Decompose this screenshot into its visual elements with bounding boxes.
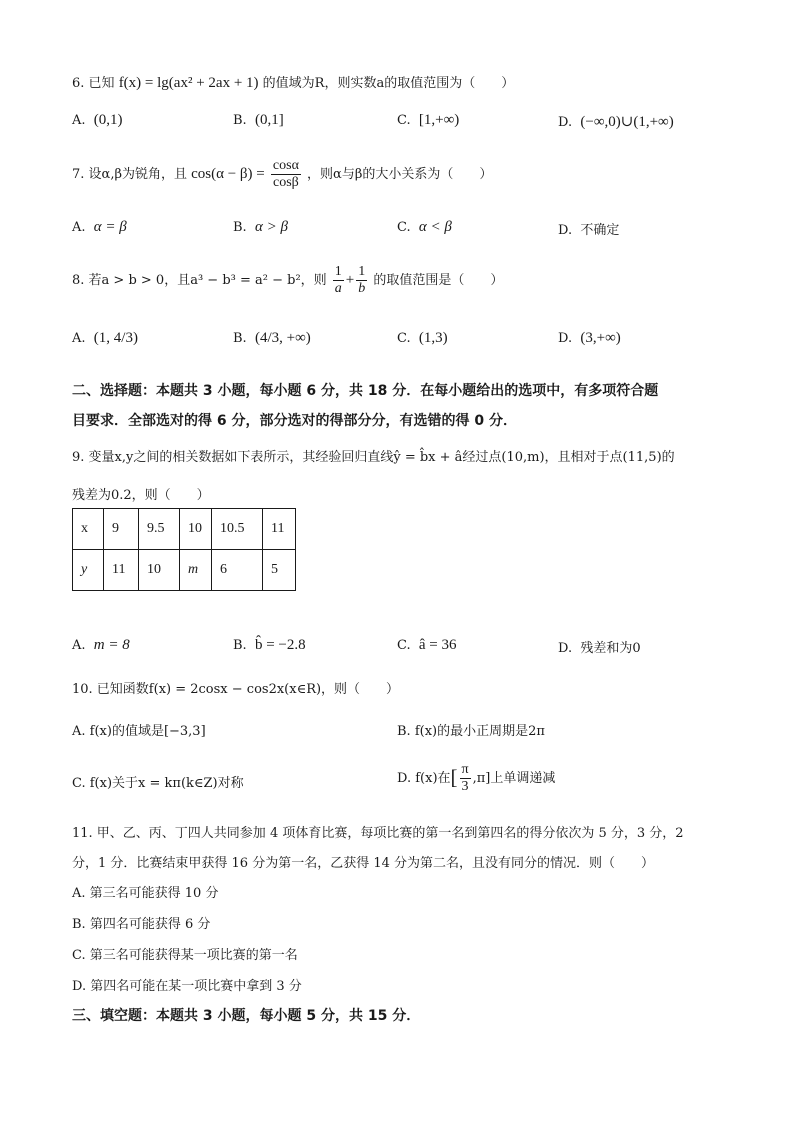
- q8-option-a[interactable]: A. (1, 4/3): [72, 330, 138, 346]
- q6-function: f(x) = lg(ax² + 2ax + 1): [118, 75, 259, 91]
- table-cell: 10: [139, 550, 180, 591]
- q9-option-d[interactable]: D. 残差和为0: [558, 641, 641, 656]
- q7-fraction: $\frac{\cos\alpha}{\cos\beta}$: [272, 158, 299, 190]
- q8-stem: 8. 若a > b > 0，且a³ − b³ = a² − b²，则 $\frac{1}{a}$ + $\frac{1}{b}$ 的取值范围是（ ）: [72, 264, 504, 296]
- q6-option-d[interactable]: D. (−∞,0)∪(1,+∞): [558, 114, 674, 130]
- table-cell: 9: [104, 509, 139, 550]
- q6-stem: 6. 已知 f(x) = lg(ax² + 2ax + 1) 的值域为R，则实数a的取值范围为（ ）: [72, 75, 515, 91]
- table-cell: m: [180, 550, 212, 591]
- table-cell: 9.5: [139, 509, 180, 550]
- q7-stem: 7. 设α,β为锐角，且 cos(α − β) = $\frac{\cos\alpha}{\cos\beta}$ ，则α与β的大小关系为（ ）: [72, 158, 493, 190]
- q8-option-d[interactable]: D. (3,+∞): [558, 330, 621, 346]
- table-cell: 11: [104, 550, 139, 591]
- table-cell: y: [73, 550, 104, 591]
- q11-stem-cont: 分，1 分．比赛结束甲获得 16 分为第一名，乙获得 14 分为第二名，且没有同分的情况．则（ ）: [72, 856, 655, 871]
- section-3-heading: 三、填空题：本题共 3 小题，每小题 5 分，共 15 分．: [72, 1008, 421, 1024]
- q11-option-d[interactable]: D. 第四名可能在某一项比赛中拿到 3 分: [72, 979, 302, 994]
- q8-fraction-1b: $\frac{1}{b}$: [358, 264, 366, 296]
- q11-stem: 11. 甲、乙、丙、丁四人共同参加 4 项体育比赛，每项比赛的第一名到第四名的得分依次为 5 分，3 分，2: [72, 826, 684, 841]
- q6-option-a[interactable]: A. (0,1): [72, 112, 123, 128]
- q6-option-c[interactable]: C. [1,+∞): [397, 112, 460, 128]
- q9-stem: 9. 变量x,y之间的相关数据如下表所示，其经验回归直线ŷ = b̂x + â经过点(10,m)，且相对于点(11,5)的: [72, 450, 675, 465]
- table-cell: 10: [180, 509, 212, 550]
- q6-option-b[interactable]: B. (0,1]: [233, 112, 284, 128]
- q10-option-c[interactable]: C. f(x)关于x = kπ(k∈Z)对称: [72, 776, 244, 791]
- table-cell: 10.5: [212, 509, 263, 550]
- q7-option-d[interactable]: D. 不确定: [558, 223, 620, 238]
- table-cell: 11: [263, 509, 296, 550]
- q9-stem-cont: 残差为0.2，则（ ）: [72, 488, 210, 503]
- q8-fraction-1a: $\frac{1}{a}$: [334, 264, 342, 296]
- q8-option-b[interactable]: B. (4/3, +∞): [233, 330, 311, 346]
- table-row: [73, 509, 296, 550]
- section-2-heading-cont: 目要求．全部选对的得 6 分，部分选对的得部分分，有选错的得 0 分．: [72, 413, 517, 429]
- q9-option-b[interactable]: B. b̂ = −2.8: [233, 637, 306, 653]
- q10-option-d[interactable]: D. f(x)在[ $\frac{\pi}{3}$ ,π]上单调递减: [397, 762, 556, 794]
- table-cell: 5: [263, 550, 296, 591]
- q11-option-b[interactable]: B. 第四名可能获得 6 分: [72, 917, 211, 932]
- q10-stem: 10. 已知函数f(x) = 2cosx − cos2x(x∈R)，则（ ）: [72, 682, 400, 697]
- section-2-heading: 二、选择题：本题共 3 小题，每小题 6 分，共 18 分．在每小题给出的选项中，有多项符合题: [72, 383, 659, 399]
- q7-option-c[interactable]: C. α < β: [397, 219, 452, 235]
- q10-option-b[interactable]: B. f(x)的最小正周期是2π: [397, 724, 545, 739]
- q9-option-a[interactable]: A. m = 8: [72, 637, 130, 653]
- q11-option-a[interactable]: A. 第三名可能获得 10 分: [72, 886, 219, 901]
- table-row: [73, 550, 296, 591]
- table-cell: x: [73, 509, 104, 550]
- q9-option-c[interactable]: C. â = 36: [397, 637, 457, 653]
- q11-option-c[interactable]: C. 第三名可能获得某一项比赛的第一名: [72, 948, 298, 963]
- q9-data-table: [72, 508, 296, 591]
- q8-option-c[interactable]: C. (1,3): [397, 330, 448, 346]
- q10-d-fraction: $\frac{\pi}{3}$: [461, 762, 469, 794]
- q7-option-a[interactable]: A. α = β: [72, 219, 127, 235]
- table-cell: 6: [212, 550, 263, 591]
- q10-option-a[interactable]: A. f(x)的值域是[−3,3]: [72, 724, 206, 739]
- q7-option-b[interactable]: B. α > β: [233, 219, 288, 235]
